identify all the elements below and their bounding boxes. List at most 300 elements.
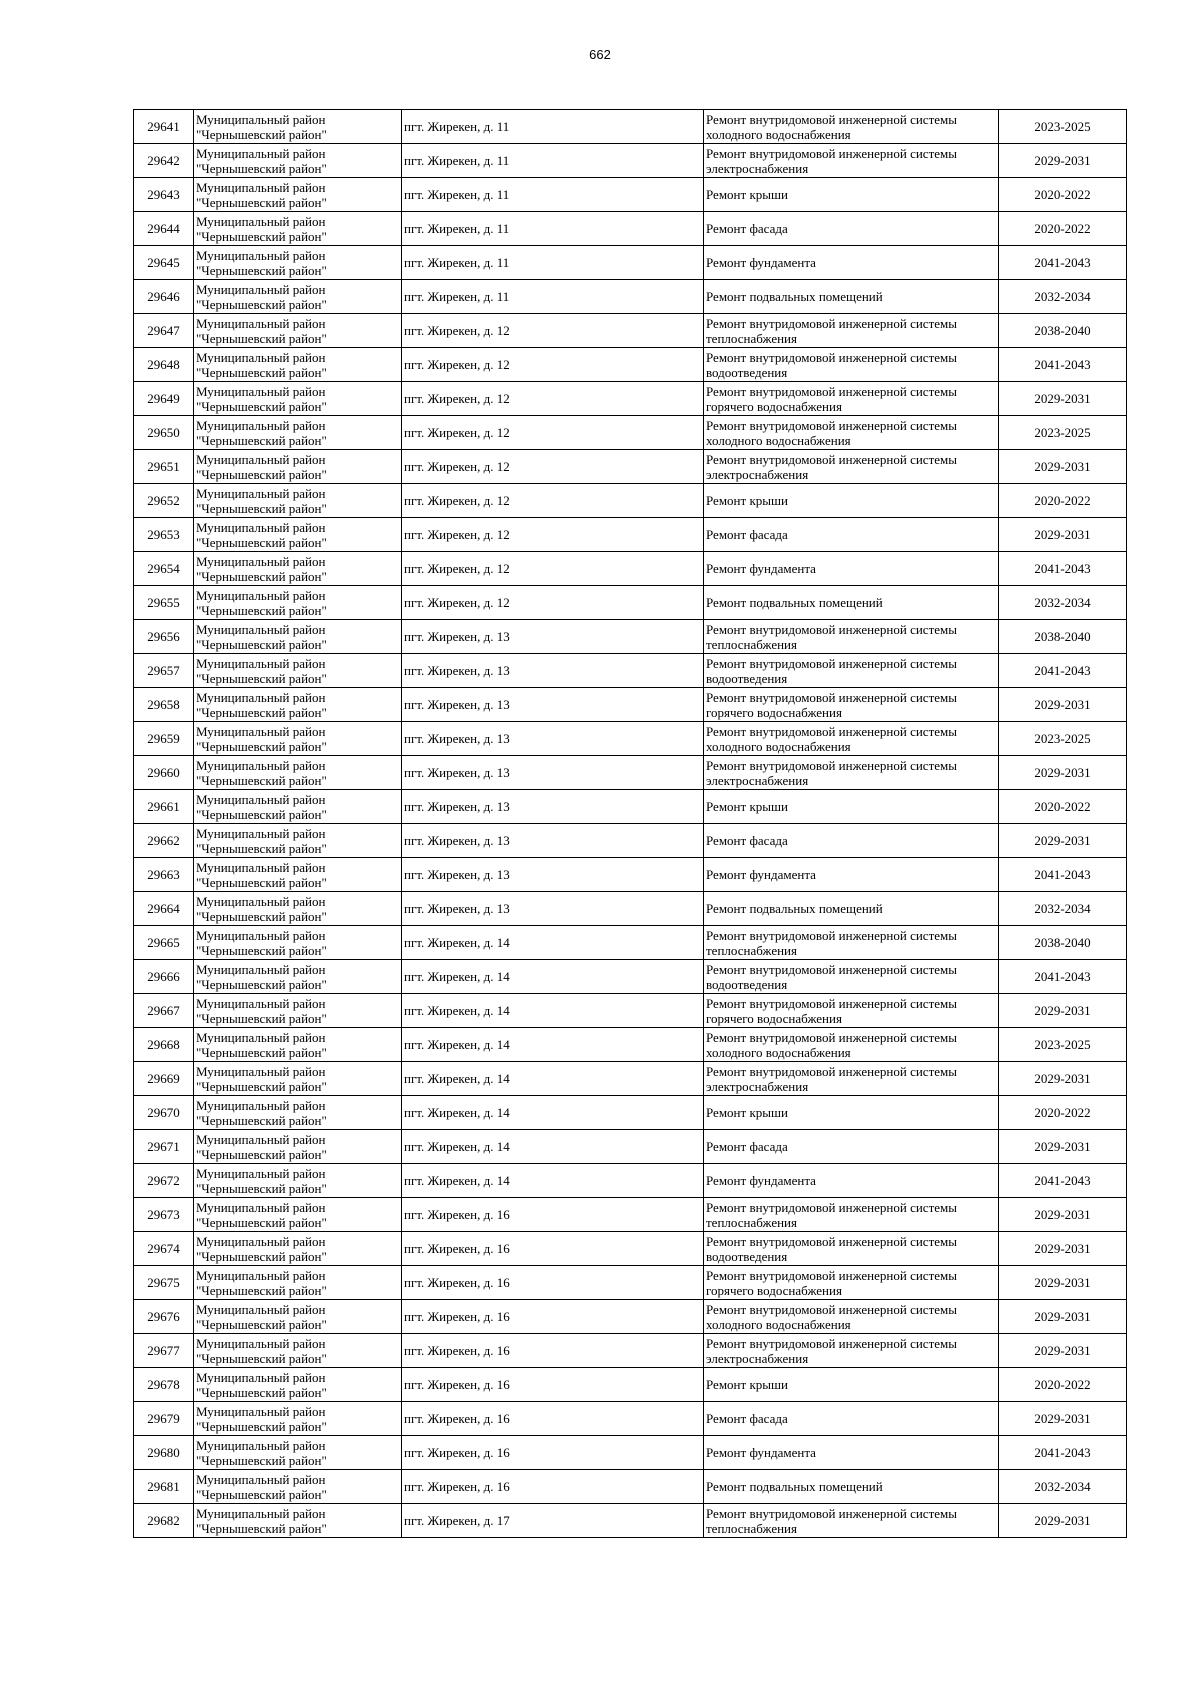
period-cell [999,314,1127,348]
period-cell [999,450,1127,484]
period: 2041-2043 [1034,1445,1091,1460]
municipality-cell [194,756,402,790]
municipality-line-2: "Чернышевский район" [196,1486,327,1502]
address: пгт. Жирекен, д. 12 [404,459,510,474]
address: пгт. Жирекен, д. 11 [404,255,510,270]
table-row [134,1334,1127,1368]
address-cell [402,212,704,246]
row-number: 29667 [147,1003,180,1018]
period-cell [999,1028,1127,1062]
period: 2032-2034 [1034,1479,1091,1494]
municipality-line-2: "Чернышевский район" [196,398,327,414]
row-number: 29652 [147,493,180,508]
period: 2029-2031 [1034,1411,1091,1426]
address: пгт. Жирекен, д. 16 [404,1377,510,1392]
municipality-line-1: Муниципальный район [196,927,326,943]
row-number: 29648 [147,357,180,372]
work-type-line-2: электроснабжения [706,466,809,482]
row-number-cell [134,450,194,484]
work-type-line-2: теплоснабжения [706,330,797,346]
work-type-line-1: Ремонт внутридомовой инженерной системы [706,349,957,365]
work-type-cell [704,382,999,416]
period: 2029-2031 [1034,1071,1091,1086]
work-type-line-2: теплоснабжения [706,942,797,958]
table-row [134,484,1127,518]
address: пгт. Жирекен, д. 13 [404,765,510,780]
period-cell [999,586,1127,620]
municipality-cell [194,824,402,858]
address-cell [402,484,704,518]
work-type-cell [704,348,999,382]
municipality-line-1: Муниципальный район [196,451,326,467]
work-type-cell [704,1266,999,1300]
period-cell [999,484,1127,518]
period-cell [999,1368,1127,1402]
municipality-line-2: "Чернышевский район" [196,1044,327,1060]
municipality-cell [194,246,402,280]
address: пгт. Жирекен, д. 14 [404,1037,510,1052]
row-number-cell [134,926,194,960]
municipality-cell [194,790,402,824]
address-cell [402,348,704,382]
work-type-cell [704,722,999,756]
period-cell [999,620,1127,654]
period-cell [999,348,1127,382]
table-row [134,756,1127,790]
period-cell [999,178,1127,212]
municipality-cell [194,1266,402,1300]
row-number: 29649 [147,391,180,406]
period-cell [999,1232,1127,1266]
municipality-line-2: "Чернышевский район" [196,1384,327,1400]
period-cell [999,654,1127,688]
municipality-line-1: Муниципальный район [196,417,326,433]
table-row [134,348,1127,382]
work-type-line-2: холодного водоснабжения [706,1044,851,1060]
municipality-cell [194,484,402,518]
row-number-cell [134,586,194,620]
municipality-line-2: "Чернышевский район" [196,840,327,856]
municipality-cell [194,178,402,212]
address: пгт. Жирекен, д. 13 [404,731,510,746]
table-row [134,110,1127,144]
work-type-line-2: теплоснабжения [706,1214,797,1230]
period-cell [999,246,1127,280]
row-number-cell [134,960,194,994]
period: 2029-2031 [1034,697,1091,712]
row-number-cell [134,994,194,1028]
row-number-cell [134,756,194,790]
municipality-line-2: "Чернышевский район" [196,908,327,924]
row-number-cell [134,1198,194,1232]
municipality-line-1: Муниципальный район [196,1233,326,1249]
row-number-cell [134,1130,194,1164]
municipality-cell [194,110,402,144]
municipality-cell [194,1164,402,1198]
row-number: 29650 [147,425,180,440]
table-row [134,280,1127,314]
municipality-line-2: "Чернышевский район" [196,534,327,550]
address: пгт. Жирекен, д. 13 [404,799,510,814]
address-cell [402,722,704,756]
address: пгт. Жирекен, д. 12 [404,527,510,542]
period-cell [999,1062,1127,1096]
work-type-line-1: Ремонт внутридомовой инженерной системы [706,655,957,671]
address: пгт. Жирекен, д. 12 [404,493,510,508]
address: пгт. Жирекен, д. 17 [404,1513,510,1528]
period-cell [999,1266,1127,1300]
municipality-line-2: "Чернышевский район" [196,636,327,652]
row-number-cell [134,824,194,858]
table-row [134,1368,1127,1402]
table-row [134,1232,1127,1266]
table-row [134,722,1127,756]
work-type-cell [704,790,999,824]
row-number: 29645 [147,255,180,270]
municipality-line-2: "Чернышевский район" [196,1316,327,1332]
row-number-cell [134,790,194,824]
work-type-cell [704,1130,999,1164]
work-type-line-2: электроснабжения [706,772,809,788]
municipality-line-1: Муниципальный район [196,825,326,841]
municipality-line-2: "Чернышевский район" [196,1214,327,1230]
municipality-cell [194,314,402,348]
period: 2020-2022 [1034,799,1091,814]
work-type-cell [704,1334,999,1368]
row-number: 29662 [147,833,180,848]
municipality-line-2: "Чернышевский район" [196,126,327,142]
work-type-cell [704,1402,999,1436]
municipality-cell [194,450,402,484]
municipality-cell [194,620,402,654]
row-number: 29643 [147,187,180,202]
address-cell [402,382,704,416]
address: пгт. Жирекен, д. 11 [404,153,510,168]
table-row [134,1470,1127,1504]
work-type-line-1: Ремонт внутридомовой инженерной системы [706,315,957,331]
address-cell [402,1504,704,1538]
work-type-line-1: Ремонт внутридомовой инженерной системы [706,723,957,739]
row-number-cell [134,348,194,382]
address: пгт. Жирекен, д. 14 [404,1173,510,1188]
work-type-line-1: Ремонт внутридомовой инженерной системы [706,995,957,1011]
period: 2020-2022 [1034,1105,1091,1120]
period-cell [999,960,1127,994]
period: 2029-2031 [1034,1275,1091,1290]
address-cell [402,280,704,314]
municipality-line-1: Муниципальный район [196,587,326,603]
municipality-cell [194,892,402,926]
table-row [134,382,1127,416]
work-type-line-1: Ремонт внутридомовой инженерной системы [706,111,957,127]
work-type-line-1: Ремонт подвальных помещений [706,901,883,916]
municipality-cell [194,280,402,314]
table-row [134,926,1127,960]
municipality-line-2: "Чернышевский район" [196,296,327,312]
work-type-cell [704,144,999,178]
work-type-line-2: холодного водоснабжения [706,738,851,754]
period-cell [999,688,1127,722]
address-cell [402,892,704,926]
period: 2023-2025 [1034,1037,1091,1052]
table-row [134,790,1127,824]
row-number: 29681 [147,1479,180,1494]
row-number: 29646 [147,289,180,304]
row-number-cell [134,212,194,246]
row-number: 29657 [147,663,180,678]
work-type-line-1: Ремонт внутридомовой инженерной системы [706,961,957,977]
row-number: 29644 [147,221,180,236]
work-type-line-1: Ремонт внутридомовой инженерной системы [706,1267,957,1283]
work-type-line-1: Ремонт крыши [706,799,788,814]
work-type-line-2: водоотведения [706,670,788,686]
municipality-cell [194,960,402,994]
municipality-line-2: "Чернышевский район" [196,772,327,788]
period: 2041-2043 [1034,663,1091,678]
address-cell [402,110,704,144]
address-cell [402,756,704,790]
row-number-cell [134,1300,194,1334]
municipality-line-2: "Чернышевский район" [196,1112,327,1128]
row-number: 29655 [147,595,180,610]
period: 2041-2043 [1034,561,1091,576]
work-type-line-1: Ремонт фундамента [706,1445,816,1460]
row-number: 29678 [147,1377,180,1392]
address-cell [402,246,704,280]
period: 2032-2034 [1034,901,1091,916]
work-type-line-2: холодного водоснабжения [706,126,851,142]
address: пгт. Жирекен, д. 14 [404,1105,510,1120]
address: пгт. Жирекен, д. 16 [404,1241,510,1256]
municipality-cell [194,212,402,246]
row-number: 29663 [147,867,180,882]
table-row [134,1436,1127,1470]
work-type-cell [704,1096,999,1130]
municipality-line-1: Муниципальный район [196,349,326,365]
period-cell [999,824,1127,858]
address: пгт. Жирекен, д. 13 [404,867,510,882]
work-type-line-1: Ремонт фундамента [706,561,816,576]
period: 2020-2022 [1034,221,1091,236]
municipality-line-1: Муниципальный район [196,383,326,399]
municipality-cell [194,1436,402,1470]
work-type-line-1: Ремонт внутридомовой инженерной системы [706,927,957,943]
period-cell [999,1402,1127,1436]
table-row [134,620,1127,654]
address: пгт. Жирекен, д. 12 [404,357,510,372]
municipality-line-1: Муниципальный район [196,689,326,705]
row-number-cell [134,1402,194,1436]
work-type-line-1: Ремонт внутридомовой инженерной системы [706,417,957,433]
work-type-cell [704,178,999,212]
work-type-line-2: теплоснабжения [706,636,797,652]
table-row [134,1504,1127,1538]
municipality-cell [194,858,402,892]
municipality-line-2: "Чернышевский район" [196,738,327,754]
address-cell [402,552,704,586]
work-type-line-1: Ремонт внутридомовой инженерной системы [706,451,957,467]
municipality-line-1: Муниципальный район [196,893,326,909]
work-type-cell [704,688,999,722]
municipality-line-2: "Чернышевский район" [196,160,327,176]
period: 2023-2025 [1034,425,1091,440]
work-type-line-1: Ремонт подвальных помещений [706,1479,883,1494]
table-row [134,246,1127,280]
municipality-line-2: "Чернышевский район" [196,670,327,686]
period-cell [999,892,1127,926]
work-type-cell [704,450,999,484]
work-type-line-1: Ремонт фундамента [706,255,816,270]
work-type-cell [704,960,999,994]
work-type-line-2: электроснабжения [706,160,809,176]
work-type-cell [704,1198,999,1232]
row-number-cell [134,178,194,212]
municipality-line-1: Муниципальный район [196,179,326,195]
period-cell [999,1164,1127,1198]
address: пгт. Жирекен, д. 16 [404,1343,510,1358]
address-cell [402,654,704,688]
row-number: 29669 [147,1071,180,1086]
period-cell [999,1436,1127,1470]
row-number: 29680 [147,1445,180,1460]
address-cell [402,1402,704,1436]
work-type-line-1: Ремонт внутридомовой инженерной системы [706,1505,957,1521]
municipality-line-1: Муниципальный район [196,1267,326,1283]
period: 2029-2031 [1034,391,1091,406]
period-cell [999,212,1127,246]
municipality-line-2: "Чернышевский район" [196,1452,327,1468]
municipality-line-2: "Чернышевский район" [196,1282,327,1298]
work-type-line-2: холодного водоснабжения [706,432,851,448]
work-type-line-1: Ремонт крыши [706,187,788,202]
municipality-line-1: Муниципальный район [196,281,326,297]
row-number: 29674 [147,1241,180,1256]
row-number-cell [134,144,194,178]
municipality-line-1: Муниципальный район [196,995,326,1011]
address-cell [402,178,704,212]
period: 2029-2031 [1034,1241,1091,1256]
municipality-line-1: Муниципальный район [196,1369,326,1385]
period: 2041-2043 [1034,255,1091,270]
municipality-line-2: "Чернышевский район" [196,500,327,516]
work-type-line-1: Ремонт внутридомовой инженерной системы [706,1301,957,1317]
address-cell [402,688,704,722]
work-type-cell [704,1368,999,1402]
municipality-cell [194,552,402,586]
work-type-line-1: Ремонт внутридомовой инженерной системы [706,757,957,773]
address-cell [402,1062,704,1096]
table-row [134,586,1127,620]
address-cell [402,1266,704,1300]
period-cell [999,994,1127,1028]
municipality-cell [194,1232,402,1266]
work-type-cell [704,416,999,450]
work-type-line-1: Ремонт фасада [706,527,788,542]
work-type-line-1: Ремонт внутридомовой инженерной системы [706,383,957,399]
address: пгт. Жирекен, д. 11 [404,221,510,236]
address: пгт. Жирекен, д. 13 [404,901,510,916]
address: пгт. Жирекен, д. 16 [404,1275,510,1290]
municipality-cell [194,1062,402,1096]
work-type-cell [704,1164,999,1198]
address-cell [402,858,704,892]
row-number-cell [134,484,194,518]
period: 2032-2034 [1034,595,1091,610]
address: пгт. Жирекен, д. 13 [404,833,510,848]
row-number-cell [134,688,194,722]
row-number-cell [134,620,194,654]
address: пгт. Жирекен, д. 12 [404,595,510,610]
work-type-line-1: Ремонт фасада [706,1139,788,1154]
address-cell [402,790,704,824]
municipality-cell [194,416,402,450]
municipality-line-2: "Чернышевский район" [196,806,327,822]
municipality-line-1: Муниципальный район [196,1199,326,1215]
period: 2041-2043 [1034,1173,1091,1188]
period-cell [999,926,1127,960]
address: пгт. Жирекен, д. 14 [404,1071,510,1086]
table-row [134,1402,1127,1436]
municipality-line-1: Муниципальный район [196,315,326,331]
work-type-cell [704,926,999,960]
municipality-line-1: Муниципальный район [196,655,326,671]
municipality-line-1: Муниципальный район [196,1131,326,1147]
row-number: 29647 [147,323,180,338]
period: 2029-2031 [1034,1207,1091,1222]
municipality-line-1: Муниципальный район [196,1437,326,1453]
period-cell [999,1470,1127,1504]
address-cell [402,1300,704,1334]
table-row [134,858,1127,892]
municipality-line-2: "Чернышевский район" [196,466,327,482]
table-row [134,518,1127,552]
work-type-cell [704,1470,999,1504]
municipality-line-1: Муниципальный район [196,485,326,501]
municipality-line-2: "Чернышевский район" [196,1180,327,1196]
municipality-line-1: Муниципальный район [196,757,326,773]
table-row [134,1062,1127,1096]
work-type-cell [704,654,999,688]
row-number-cell [134,1096,194,1130]
work-type-line-1: Ремонт фасада [706,833,788,848]
work-type-line-1: Ремонт внутридомовой инженерной системы [706,1063,957,1079]
period-cell [999,1504,1127,1538]
work-type-cell [704,314,999,348]
table-row [134,178,1127,212]
period: 2038-2040 [1034,629,1091,644]
municipality-cell [194,1368,402,1402]
address: пгт. Жирекен, д. 16 [404,1309,510,1324]
period: 2041-2043 [1034,357,1091,372]
address: пгт. Жирекен, д. 16 [404,1445,510,1460]
table-row [134,824,1127,858]
row-number-cell [134,1266,194,1300]
period: 2029-2031 [1034,459,1091,474]
period-cell [999,552,1127,586]
municipality-line-1: Муниципальный район [196,1403,326,1419]
row-number-cell [134,654,194,688]
period: 2029-2031 [1034,1513,1091,1528]
municipality-cell [194,518,402,552]
address: пгт. Жирекен, д. 14 [404,1139,510,1154]
work-type-line-2: водоотведения [706,1248,788,1264]
row-number-cell [134,416,194,450]
address: пгт. Жирекен, д. 16 [404,1411,510,1426]
period: 2029-2031 [1034,1139,1091,1154]
row-number: 29641 [147,119,180,134]
address-cell [402,926,704,960]
period: 2029-2031 [1034,1309,1091,1324]
